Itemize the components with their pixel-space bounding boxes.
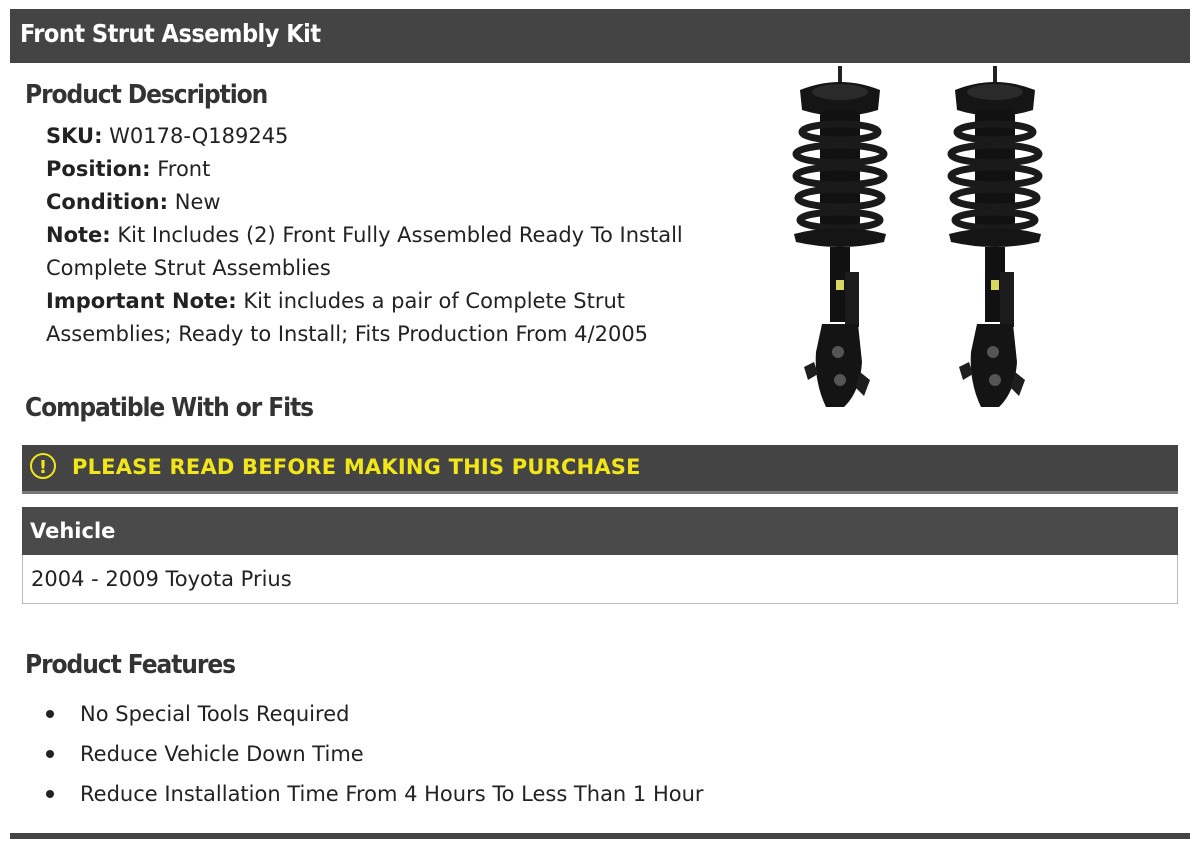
list-item [46,777,704,817]
feature-text: No Special Tools Required [80,702,350,726]
condition-label: Condition: [46,190,169,214]
bullet-icon [46,790,54,798]
warning-text: PLEASE READ BEFORE MAKING THIS PURCHASE [72,455,641,479]
feature-list [46,697,704,817]
title-bar [10,9,1190,63]
list-item [46,697,704,737]
product-description [46,120,746,351]
feature-text: Reduce Vehicle Down Time [80,742,364,766]
note-label: Note: [46,223,111,247]
position-value: Front [157,157,211,181]
condition-value: New [174,190,221,214]
vehicle-table [22,507,1178,604]
important-note-continuation: Assemblies; Ready to Install; Fits Production From 4/2005 [46,322,649,346]
vehicle-row: 2004 - 2009 Toyota Prius [22,555,1178,604]
position-label: Position: [46,157,151,181]
feature-text: Reduce Installation Time From 4 Hours To Less Than 1 Hour [80,782,704,806]
note-continuation: Complete Strut Assemblies [46,256,331,280]
strut-assembly-image [780,62,1060,442]
product-description-heading: Product Description [25,80,268,110]
warning-icon: ! [30,453,56,479]
condition-line [46,186,746,219]
sku-line [46,120,746,153]
vehicle-table-header: Vehicle [22,507,1178,555]
important-note-line [46,285,746,318]
important-note-label: Important Note: [46,289,237,313]
product-features-heading: Product Features [25,650,235,680]
sku-value: W0178-Q189245 [109,124,289,148]
page-title: Front Strut Assembly Kit [20,19,321,48]
bottom-divider [10,833,1190,839]
purchase-warning-bar [22,445,1178,494]
sku-label: SKU: [46,124,103,148]
list-item [46,737,704,777]
position-line [46,153,746,186]
note-line [46,219,746,252]
bullet-icon [46,710,54,718]
compatible-heading: Compatible With or Fits [25,393,314,423]
important-note-value: Kit includes a pair of Complete Strut [243,289,626,313]
note-value: Kit Includes (2) Front Fully Assembled Ready To Install [117,223,683,247]
bullet-icon [46,750,54,758]
